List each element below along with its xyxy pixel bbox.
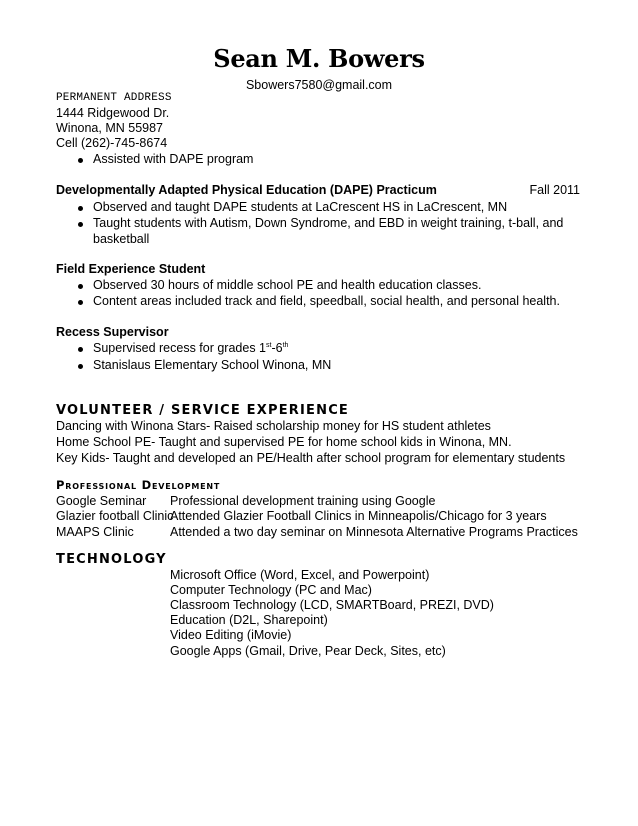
bullet-icon [78,300,83,305]
pd-description: Attended Glazier Football Clinics in Minneapolis/Chicago for 3 years [170,509,547,523]
list-item: Content areas included track and field, speedball, social health, and personal health. [93,294,560,308]
resume-name: Sean M. Bowers [213,44,425,73]
volunteer-item: Home School PE- Taught and supervised PE for home school kids in Winona, MN. [56,435,512,449]
job-title: Recess Supervisor [56,325,169,339]
volunteer-item: Dancing with Winona Stars- Raised scholarship money for HS student athletes [56,419,491,433]
technology-item: Classroom Technology (LCD, SMARTBoard, PREZI, DVD) [170,598,494,612]
list-item: Assisted with DAPE program [93,152,253,166]
address-street: 1444 Ridgewood Dr. [56,106,170,120]
list-item-continuation: basketball [93,232,150,246]
phone-number: Cell (262)-745-8674 [56,136,168,150]
bullet-icon [78,222,83,227]
permanent-address-label: PERMANENT ADDRESS [56,92,172,104]
bullet-icon [78,158,83,163]
technology-item: Google Apps (Gmail, Drive, Pear Deck, Sites, etc) [170,644,446,658]
pd-label: Google Seminar [56,494,147,508]
volunteer-item: Key Kids- Taught and developed an PE/Health after school program for elementary students [56,451,566,465]
pd-label: Glazier football Clinic [56,509,174,523]
technology-item: Computer Technology (PC and Mac) [170,583,372,597]
bullet-icon [78,347,83,352]
job-title: Developmentally Adapted Physical Education (DAPE) Practicum [56,183,437,197]
pd-description: Professional development training using Google [170,494,436,508]
job-date: Fall 2011 [529,183,580,197]
list-item: Stanislaus Elementary School Winona, MN [93,358,331,372]
technology-item: Video Editing (iMovie) [170,628,292,642]
email-address[interactable]: Sbowers7580@gmail.com [245,78,393,92]
pd-description: Attended a two day seminar on Minnesota Alternative Programs Practices [170,525,578,539]
technology-item: Microsoft Office (Word, Excel, and Powerpoint) [170,568,430,582]
pd-label: MAAPS Clinic [56,525,134,539]
list-item: Supervised recess for grades 1st-6th [93,341,288,355]
list-item: Taught students with Autism, Down Syndrome, and EBD in weight training, t-ball, and [93,216,563,230]
bullet-icon [78,206,83,211]
list-item: Observed and taught DAPE students at LaCrescent HS in LaCrescent, MN [93,200,507,214]
technology-item: Education (D2L, Sharepoint) [170,613,328,627]
section-heading-volunteer: VOLUNTEER / SERVICE EXPERIENCE [56,403,350,418]
bullet-icon [78,364,83,369]
section-heading-technology: TECHNOLOGY [56,552,167,567]
job-title: Field Experience Student [56,262,206,276]
address-city: Winona, MN 55987 [56,121,164,135]
bullet-icon [78,284,83,289]
list-item: Observed 30 hours of middle school PE and health education classes. [93,278,481,292]
section-heading-professional: Professional Development [56,478,221,492]
